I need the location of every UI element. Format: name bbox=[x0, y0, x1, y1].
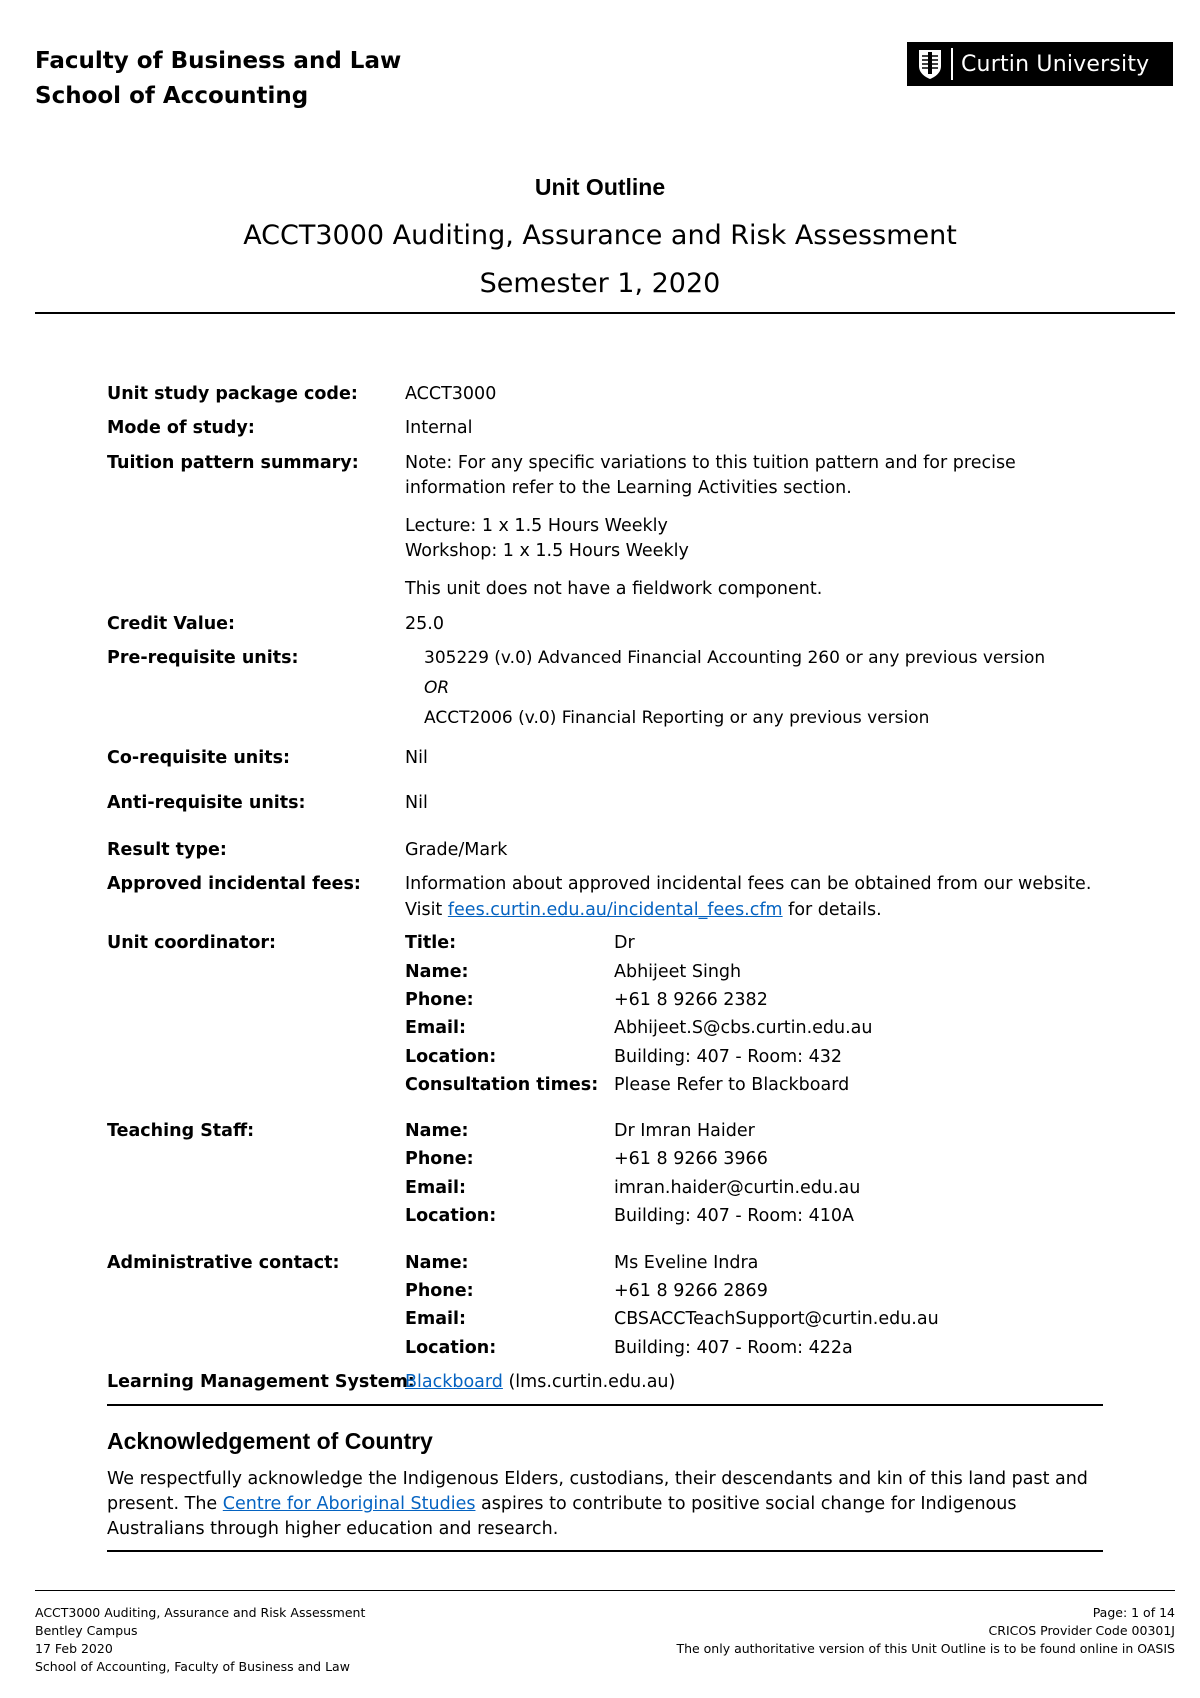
lms-value bbox=[405, 1372, 675, 1392]
coordinator-name-label: Name: bbox=[405, 962, 469, 982]
coordinator-consultation: Please Refer to Blackboard bbox=[614, 1075, 850, 1095]
workshop-pattern: Workshop: 1 x 1.5 Hours Weekly bbox=[405, 541, 689, 561]
teaching-name: Dr Imran Haider bbox=[614, 1121, 755, 1141]
coordinator-title: Dr bbox=[614, 933, 635, 953]
lecture-pattern: Lecture: 1 x 1.5 Hours Weekly bbox=[405, 516, 668, 536]
tuition-note-line-2: information refer to the Learning Activities section. bbox=[405, 478, 852, 498]
result-label: Result type: bbox=[107, 840, 227, 860]
footer-left bbox=[35, 1604, 365, 1676]
credit-value: 25.0 bbox=[405, 614, 444, 634]
fieldwork-note: This unit does not have a fieldwork component. bbox=[405, 579, 823, 599]
coreq-label: Co-requisite units: bbox=[107, 748, 291, 768]
admin-phone-label: Phone: bbox=[405, 1281, 474, 1301]
teaching-name-label: Name: bbox=[405, 1121, 469, 1141]
document-type: Unit Outline bbox=[534, 174, 666, 200]
footer-unit: ACCT3000 Auditing, Assurance and Risk Assessment bbox=[35, 1605, 366, 1620]
school-name: School of Accounting bbox=[35, 83, 309, 109]
admin-name-label: Name: bbox=[405, 1253, 469, 1273]
admin-email-label: Email: bbox=[405, 1309, 466, 1329]
coordinator-label: Unit coordinator: bbox=[107, 933, 276, 953]
unit-title: ACCT3000 Auditing, Assurance and Risk Assessment bbox=[243, 220, 957, 251]
teaching-location: Building: 407 - Room: 410A bbox=[614, 1206, 854, 1226]
coordinator-title-label: Title: bbox=[405, 933, 457, 953]
antireq-label: Anti-requisite units: bbox=[107, 793, 306, 813]
footer-date: 17 Feb 2020 bbox=[35, 1641, 113, 1656]
footer-page-number: Page: 1 of 14 bbox=[1092, 1605, 1175, 1620]
teaching-phone: +61 8 9266 3966 bbox=[614, 1149, 768, 1169]
prereq-label: Pre-requisite units: bbox=[107, 648, 299, 668]
credit-label: Credit Value: bbox=[107, 614, 236, 634]
acknowledgement-text bbox=[107, 1467, 1107, 1542]
mode-value: Internal bbox=[405, 418, 473, 438]
code-value: ACCT3000 bbox=[405, 384, 497, 404]
acknowledgement-heading: Acknowledgement of Country bbox=[107, 1428, 433, 1454]
footer-right bbox=[676, 1604, 1175, 1658]
admin-location: Building: 407 - Room: 422a bbox=[614, 1338, 853, 1358]
lms-url-text: (lms.curtin.edu.au) bbox=[508, 1372, 676, 1392]
antireq-value: Nil bbox=[405, 793, 428, 813]
fees-label: Approved incidental fees: bbox=[107, 874, 361, 894]
aboriginal-studies-link[interactable]: Centre for Aboriginal Studies bbox=[222, 1494, 476, 1514]
semester: Semester 1, 2020 bbox=[479, 268, 721, 299]
prereq-unit-2: ACCT2006 (v.0) Financial Reporting or any previous version bbox=[424, 708, 930, 728]
coordinator-consultation-label: Consultation times: bbox=[405, 1075, 599, 1095]
tuition-note-line-1: Note: For any specific variations to this tuition pattern and for precise bbox=[405, 453, 1016, 473]
footer-school: School of Accounting, Faculty of Business and Law bbox=[35, 1659, 350, 1674]
prereq-or: OR bbox=[424, 678, 450, 698]
acknowledgement-text-2: aspires to contribute to positive social change for Indigenous Australians through higher education and research. bbox=[107, 1494, 1017, 1539]
section-divider bbox=[107, 1404, 1103, 1406]
coordinator-name: Abhijeet Singh bbox=[614, 962, 742, 982]
crest-icon bbox=[917, 48, 943, 80]
title-divider bbox=[35, 312, 1175, 314]
footer-cricos: CRICOS Provider Code 00301J bbox=[988, 1623, 1175, 1638]
admin-phone: +61 8 9266 2869 bbox=[614, 1281, 768, 1301]
teaching-location-label: Location: bbox=[405, 1206, 497, 1226]
teaching-label: Teaching Staff: bbox=[107, 1121, 255, 1141]
faculty-header bbox=[35, 44, 401, 114]
coordinator-email-label: Email: bbox=[405, 1018, 466, 1038]
lms-label: Learning Management System: bbox=[107, 1372, 415, 1392]
coordinator-phone: +61 8 9266 2382 bbox=[614, 990, 768, 1010]
acknowledgement-text-1: We respectfully acknowledge the Indigenous Elders, custodians, their descendants and kin of this land past and present. The bbox=[107, 1469, 1088, 1514]
result-value: Grade/Mark bbox=[405, 840, 508, 860]
admin-label: Administrative contact: bbox=[107, 1253, 340, 1273]
admin-email: CBSACCTeachSupport@curtin.edu.au bbox=[614, 1309, 939, 1329]
blackboard-link[interactable]: Blackboard bbox=[405, 1372, 503, 1392]
coordinator-location-label: Location: bbox=[405, 1047, 497, 1067]
logo-text: Curtin University bbox=[961, 51, 1150, 77]
teaching-phone-label: Phone: bbox=[405, 1149, 474, 1169]
fees-after-text: for details. bbox=[788, 900, 882, 920]
teaching-email-label: Email: bbox=[405, 1178, 466, 1198]
tuition-label: Tuition pattern summary: bbox=[107, 453, 359, 473]
teaching-email: imran.haider@curtin.edu.au bbox=[614, 1178, 861, 1198]
code-label: Unit study package code: bbox=[107, 384, 358, 404]
mode-label: Mode of study: bbox=[107, 418, 255, 438]
coordinator-phone-label: Phone: bbox=[405, 990, 474, 1010]
prereq-unit-1: 305229 (v.0) Advanced Financial Accounting 260 or any previous version bbox=[424, 648, 1046, 668]
admin-name: Ms Eveline Indra bbox=[614, 1253, 759, 1273]
coordinator-location: Building: 407 - Room: 432 bbox=[614, 1047, 842, 1067]
coreq-value: Nil bbox=[405, 748, 428, 768]
logo-divider bbox=[951, 48, 953, 80]
footer-campus: Bentley Campus bbox=[35, 1623, 138, 1638]
acknowledgement-divider bbox=[107, 1550, 1103, 1552]
footer-divider bbox=[35, 1590, 1175, 1591]
fees-visit-text: Visit bbox=[405, 900, 443, 920]
fees-info: Information about approved incidental fees can be obtained from our website. bbox=[405, 874, 1092, 894]
curtin-logo bbox=[907, 42, 1173, 86]
admin-location-label: Location: bbox=[405, 1338, 497, 1358]
faculty-name: Faculty of Business and Law bbox=[35, 48, 402, 74]
fees-visit-line bbox=[405, 900, 882, 920]
fees-link[interactable]: fees.curtin.edu.au/incidental_fees.cfm bbox=[447, 900, 783, 920]
coordinator-email: Abhijeet.S@cbs.curtin.edu.au bbox=[614, 1018, 873, 1038]
footer-authoritative-note: The only authoritative version of this Unit Outline is to be found online in OASIS bbox=[676, 1641, 1175, 1656]
